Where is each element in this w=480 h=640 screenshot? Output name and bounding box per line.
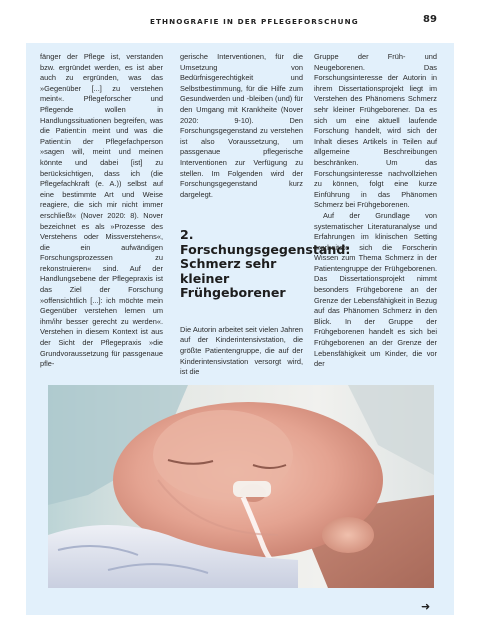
running-title: ETHNOGRAFIE IN DER PFLEGEFORSCHUNG xyxy=(150,17,359,26)
paragraph: fänger der Pflege ist, verstanden bzw. ergründet werden, es ist aber auch zu ergründen, was das »Gegenüber [...] zu verstehen meint«. Pflegeforscher und Pflegende wollen in Handlungssituationen begreifen, was die Patient:in meint und was die Patient:in der Pflegefachperson »sagen will, meint und meinen könnte und dabei [ist] zu berücksichtigen, dass ich (die Pflegefachkraft (e. A.)) selbst auf eine bestimmte Art und Weise reagiere, die sich mir nicht immer erschließt« (Nover 2020: 8). Nover bezeichnet es als »Prozesse des Verstehens oder Missverstehens«, die ein aufwändigen Forschungsprozessen zu rekonstruieren« sind. Auf der Handlungsebene der Pflegepraxis ist das Ziel der Forschung »offensichtlich [...]: ich möchte mein Gegenüber verstehen lernen um ihm/ihr besser gerecht zu werden«. Verstehen in diesem Kontext ist aus der Sicht der Pflegepraxis »die Grundvoraussetzung für passgenaue pfle- xyxy=(40,52,163,369)
paragraph: Die Autorin arbeitet seit vielen Jahren auf der Kinderintensivstation, die größte Patientengruppe, die auf der Kinderintensivstation versorgt wird, ist die xyxy=(180,324,303,377)
page-header xyxy=(0,0,480,40)
text-column-2 xyxy=(180,52,351,378)
page-number: 89 xyxy=(423,14,437,25)
text-column-1 xyxy=(40,52,163,370)
sleeping-premature-infant-photo xyxy=(48,385,434,588)
paragraph: gerische Interventionen, für die Umsetzung von Bedürfnisgerechtigkeit und Selbstbestimmung, für die Hilfe zum Gesundwerden und -bleiben (und) für den Umgang mit Krankheite (Nover 2020: 9-10). Den Forschungsgegenstand zu verstehen ist also Voraussetzung, um passgenaue pflegerische Interventionen zur Verfügung zu stellen. Im Folgenden wird der Forschungsgegenstand kurz dargelegt. xyxy=(180,52,303,199)
next-page-arrow-icon[interactable]: ➜ xyxy=(421,600,431,613)
text-column-3 xyxy=(314,52,437,370)
paragraph: Gruppe der Früh- und Neugeborenen. Das Forschungsinteresse der Autorin in ihrem Dissertationsprojekt liegt im Verstehen des Phänomens Schmerz sehr kleiner Frühgeborener. Da es sich um eine aktuell laufende Forschung handelt, wird sich der Inhalt dieses Artikels in Teilen auf allgemeine Beschreibungen beschränken. Um das Forschungsinteresse nachvollziehen zu können, folgt eine kurze Einführung in das Phänomen Schmerz bei Frühgeborenen. xyxy=(314,52,437,210)
paragraph: Auf der Grundlage von systematischer Literaturanalyse und Erfahrungen im klinischen Setting erarbeitete sich die Forscherin Wissen zum Thema Schmerz in der Patientengruppe der Frühgeborenen. Das Dissertationsprojekt nimmt besonders Frühgeborene an der Grenze der Lebensfähigkeit in Bezug auf das Phänomen Schmerz in den Blick. In der Gruppe der Frühgeborenen handelt es sich bei Frühgeborenen an der Grenze der Lebensfähigkeit um Kinder, die vor der xyxy=(314,210,437,369)
section-heading: 2. Forschungsgegenstand: Schmerz sehr kleiner Frühgeborener xyxy=(180,227,351,301)
